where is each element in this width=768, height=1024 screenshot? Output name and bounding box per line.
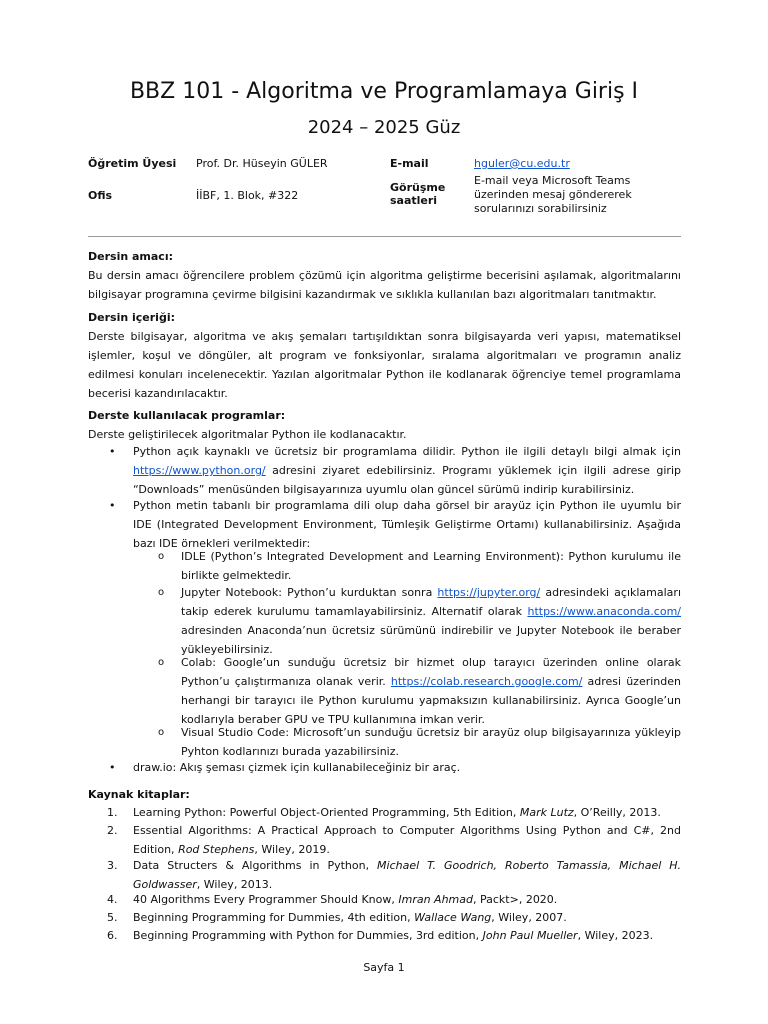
course-term: 2024 – 2025 Güz bbox=[307, 117, 461, 138]
book-2-publisher: , Wiley, 2019. bbox=[254, 843, 330, 856]
book-item-6 bbox=[107, 926, 681, 945]
jupyter-text bbox=[181, 583, 681, 659]
colab-link[interactable]: https://colab.research.google.com/ bbox=[390, 675, 583, 688]
ide-text: Python metin tabanlı bir programlama dili olup daha görsel bir arayüz için Python ile uyumlu bir IDE (Integrated Development Environment, Tümleşik Geliştirme Ortamı) kullanabilirsiniz. Aşağıda bazı IDE örnekleri verilmektedir: bbox=[133, 499, 681, 550]
python-text-part2: adresini ziyaret edebilirsiniz. Programı yüklemek için ilgili adrese girip “Downloads” menüsünden bilgisayarınıza uyumlu olan güncel sürümü indirip kurabilirsiniz. bbox=[133, 464, 681, 496]
sub-item-jupyter bbox=[158, 583, 681, 659]
book-3-title: Data Structers & Algorithms in Python, bbox=[133, 859, 378, 872]
book-3-publisher: , Wiley, 2013. bbox=[196, 878, 273, 891]
book-4-text bbox=[133, 890, 681, 909]
hours-value-line2: üzerinden mesaj göndererek bbox=[474, 188, 632, 201]
python-text-part1: Python açık kaynaklı ve ücretsiz bir programlama dilidir. Python ile ilgili detaylı bilgi almak için bbox=[133, 445, 681, 458]
colab-text-part2: adresi üzerinden herhangi bir tarayıcı ile Python kurulumu yapmaksızın kullanabilirsiniz. Ayrıca Google’un kodlarıyla beraber GPU ve TPU kullanımına imkan verir. bbox=[181, 675, 681, 726]
sub-bullet-mark: o bbox=[158, 551, 165, 562]
book-item-5 bbox=[107, 908, 681, 927]
hours-label-line2: saatleri bbox=[390, 194, 438, 207]
book-number: 3. bbox=[107, 859, 118, 872]
book-1-author: Mark Lutz bbox=[519, 806, 574, 819]
book-3-author: Michael T. Goodrich, Roberto Tamassia, Michael H. Goldwasser bbox=[133, 859, 681, 891]
jupyter-text-part3: adresinden Anaconda’nun ücretsiz sürümünü indirebilir ve Jupyter Notebook ile beraber yükleyebilirsiniz. bbox=[181, 624, 681, 656]
book-number: 1. bbox=[107, 806, 118, 819]
content-title: Dersin içeriği: bbox=[88, 311, 175, 324]
python-org-link[interactable]: https://www.python.org/ bbox=[133, 464, 266, 477]
book-4-title: 40 Algorithms Every Programmer Should Know, bbox=[133, 893, 399, 906]
list-item-ide bbox=[109, 496, 681, 553]
anaconda-link[interactable]: https://www.anaconda.com/ bbox=[527, 605, 681, 618]
jupyter-text-part2: adresindeki açıklamaları takip ederek kurulumu tamamlayabilirsiniz. Alternatif olarak bbox=[181, 586, 681, 618]
book-4-author: Imran Ahmad bbox=[398, 893, 473, 906]
book-number: 6. bbox=[107, 929, 118, 942]
book-5-text bbox=[133, 908, 681, 927]
page-number: Sayfa 1 bbox=[363, 961, 405, 974]
aim-section bbox=[88, 247, 681, 304]
programs-intro: Derste geliştirilecek algoritmalar Python ile kodlanacaktır. bbox=[88, 428, 407, 441]
content-text: Derste bilgisayar, algoritma ve akış şemaları tartışıldıktan sonra bilgisayarda veri yapısı, matematiksel işlemler, koşul ve döngüler, alt program ve fonksiyonlar, sıralama algoritmaları ve programın analiz edilmesi konuları incelenecektir. Yazılan algoritmalar Python ile kodlanarak öğrenciye temel programlama becerisi kazandırılacaktır. bbox=[88, 330, 681, 400]
email-link[interactable]: hguler@cu.edu.tr bbox=[474, 157, 570, 170]
book-6-author: John Paul Mueller bbox=[482, 929, 578, 942]
books-title: Kaynak kitaplar: bbox=[88, 788, 190, 801]
content-section bbox=[88, 308, 681, 403]
sub-bullet-mark: o bbox=[158, 587, 165, 598]
sub-bullet-mark: o bbox=[158, 727, 165, 738]
book-number: 4. bbox=[107, 893, 118, 906]
book-5-title: Beginning Programming for Dummies, 4th edition, bbox=[133, 911, 415, 924]
office-label: Ofis bbox=[88, 189, 113, 202]
book-number: 2. bbox=[107, 824, 118, 837]
list-item-python bbox=[109, 442, 681, 499]
books-section bbox=[88, 785, 681, 804]
book-5-author: Wallace Wang bbox=[414, 911, 492, 924]
hours-value-line1: E-mail veya Microsoft Teams bbox=[474, 174, 631, 187]
book-item-3 bbox=[107, 856, 681, 894]
bullet-mark: • bbox=[109, 761, 116, 774]
book-6-publisher: , Wiley, 2023. bbox=[577, 929, 654, 942]
office-value: İİBF, 1. Blok, #322 bbox=[196, 189, 299, 202]
idle-text: IDLE (Python’s Integrated Development and Learning Environment): Python kurulumu ile birlikte gelmektedir. bbox=[181, 550, 681, 582]
book-2-author: Rod Stephens bbox=[178, 843, 255, 856]
sub-item-colab bbox=[158, 653, 681, 729]
hours-label-line1: Görüşme bbox=[390, 181, 446, 194]
programs-section bbox=[88, 406, 681, 444]
aim-title: Dersin amacı: bbox=[88, 250, 173, 263]
book-number: 5. bbox=[107, 911, 118, 924]
jupyter-link[interactable]: https://jupyter.org/ bbox=[437, 586, 541, 599]
book-6-text bbox=[133, 926, 681, 945]
vscode-text: Visual Studio Code: Microsoft’un sunduğu ücretsiz bir arayüz olup bilgisayarınıza yükleyip Pyhton kodlarınızı burada yazabilirsiniz. bbox=[181, 726, 681, 758]
instructor-value: Prof. Dr. Hüseyin GÜLER bbox=[196, 157, 328, 170]
book-1-publisher: , O’Reilly, 2013. bbox=[573, 806, 661, 819]
course-title: BBZ 101 - Algoritma ve Programlamaya Giriş I bbox=[129, 79, 639, 104]
list-item-drawio bbox=[109, 758, 681, 777]
jupyter-text-part1: Jupyter Notebook: Python’u kurduktan sonra bbox=[181, 586, 438, 599]
book-item-4 bbox=[107, 890, 681, 909]
book-item-1 bbox=[107, 803, 681, 822]
aim-text: Bu dersin amacı öğrencilere problem çözümü için algoritma geliştirme becerisini aşılamak, algoritmalarını bilgisayar programına çevirme bilgisini kazandırmak ve sıklıkla kullanılan bazı algoritmaları tanıtmaktır. bbox=[88, 269, 681, 301]
hours-value-line3: sorularınızı sorabilirsiniz bbox=[474, 202, 607, 215]
email-label: E-mail bbox=[390, 157, 429, 170]
drawio-text: draw.io: Akış şeması çizmek için kullanabileceğiniz bir araç. bbox=[133, 761, 461, 774]
book-2-text bbox=[133, 821, 681, 859]
book-1-text bbox=[133, 803, 681, 822]
colab-text-part1: Colab: Google’un sunduğu ücretsiz bir hizmet olup tarayıcı üzerinden online olarak Python’u çalıştırmanıza olanak verir. bbox=[181, 656, 681, 688]
book-6-title: Beginning Programming with Python for Dummies, 3rd edition, bbox=[133, 929, 483, 942]
instructor-label: Öğretim Üyesi bbox=[88, 157, 177, 170]
book-5-publisher: , Wiley, 2007. bbox=[491, 911, 567, 924]
book-item-2 bbox=[107, 821, 681, 859]
programs-title: Derste kullanılacak programlar: bbox=[88, 409, 286, 422]
header-divider bbox=[88, 236, 681, 237]
sub-item-idle bbox=[158, 547, 681, 585]
book-3-text bbox=[133, 856, 681, 894]
sub-bullet-mark: o bbox=[158, 657, 165, 668]
bullet-mark: • bbox=[109, 499, 116, 512]
book-1-title: Learning Python: Powerful Object-Oriented Programming, 5th Edition, bbox=[133, 806, 520, 819]
sub-item-vscode bbox=[158, 723, 681, 761]
python-text bbox=[133, 442, 681, 499]
bullet-mark: • bbox=[109, 445, 116, 458]
book-2-title: Essential Algorithms: A Practical Approach to Computer Algorithms Using Python and C#, 2nd Edition, bbox=[133, 824, 681, 856]
book-4-publisher: , Packt>, 2020. bbox=[473, 893, 558, 906]
colab-text bbox=[181, 653, 681, 729]
